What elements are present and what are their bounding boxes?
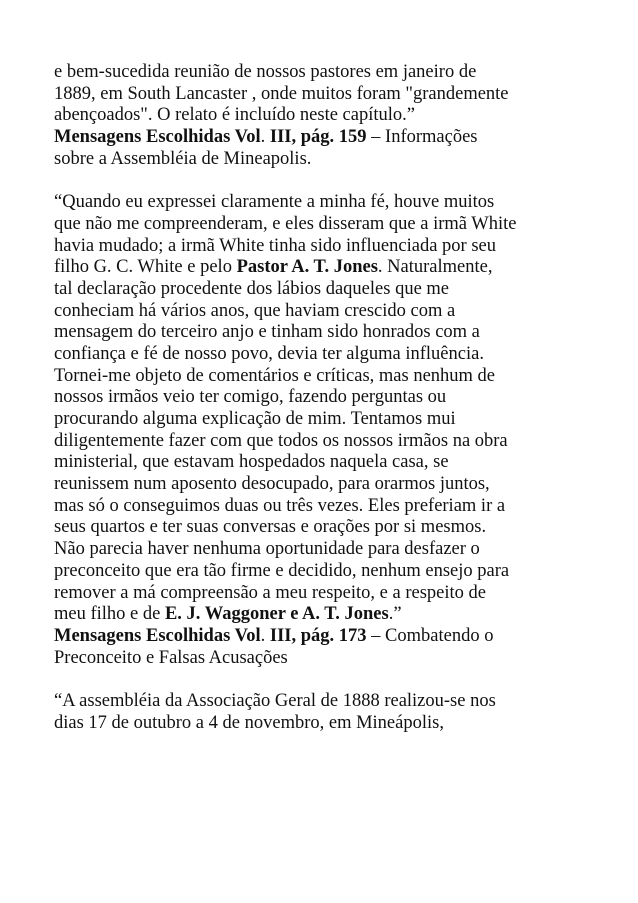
reference-desc: – Combatendo o	[366, 625, 494, 646]
text-line: preconceito que era tão firme e decidido, nenhum ensejo para	[54, 560, 510, 581]
text-line: “A assembléia da Associação Geral de 1888 realizou-se nos	[54, 690, 496, 711]
text-line: mas só o conseguimos duas ou três vezes. Eles preferiam ir a	[54, 495, 506, 516]
text-run: filho G. C. White e pelo	[54, 257, 237, 278]
name-bold: Pastor A. T. Jones	[236, 257, 378, 278]
text-line: nossos irmãos veio ter comigo, fazendo perguntas ou	[54, 387, 447, 408]
text-line: reunissem num aposento desocupado, para orarmos juntos,	[54, 474, 490, 495]
reference-line: Preconceito e Falsas Acusações	[54, 647, 288, 668]
text-line: havia mudado; a irmã White tinha sido influenciada por seu	[54, 235, 496, 256]
text-run: . Naturalmente,	[377, 257, 493, 278]
reference-dot: .	[260, 127, 266, 148]
text-line: confiança e fé de nosso povo, devia ter alguma influência.	[54, 343, 484, 364]
text-line	[54, 604, 614, 626]
reference-title: Mensagens Escolhidas Vol	[54, 127, 261, 148]
text-line: “Quando eu expressei claramente a minha fé, houve muitos	[54, 192, 495, 213]
text-line: e bem-sucedida reunião de nossos pastores em janeiro de	[54, 62, 477, 82]
reference-desc: – Informações	[366, 127, 478, 148]
text-line: Não parecia haver nenhuma oportunidade para desfazer o	[54, 539, 480, 560]
reference-page: III, pág. 173	[265, 625, 367, 646]
text-run: .”	[388, 604, 402, 625]
text-line: ministerial, que estavam hospedados naquela casa, se	[54, 452, 449, 473]
paragraph-gap	[54, 669, 614, 691]
text-line: 1889, em South Lancaster , onde muitos foram "grandemente	[54, 83, 509, 104]
text-line: diligentemente fazer com que todos os nossos irmãos na obra	[54, 430, 508, 451]
document-text	[54, 62, 614, 734]
text-line	[54, 257, 614, 279]
reference-line	[54, 626, 614, 648]
text-line: conheciam há vários anos, que haviam crescido com a	[54, 300, 456, 321]
text-line: abençoados". O relato é incluído neste capítulo.”	[54, 105, 415, 126]
text-line: procurando alguma explicação de mim. Tentamos mui	[54, 409, 456, 429]
paragraph-gap	[54, 170, 614, 192]
reference-title: Mensagens Escolhidas Vol	[54, 625, 261, 646]
text-line: dias 17 de outubro a 4 de novembro, em Mineápolis,	[54, 712, 444, 733]
text-line: que não me compreenderam, e eles disseram que a irmã White	[54, 213, 517, 234]
text-line: seus quartos e ter suas conversas e orações por si mesmos.	[54, 517, 487, 538]
reference-page: III, pág. 159	[265, 127, 367, 148]
text-line: tal declaração procedente dos lábios daqueles que me	[54, 278, 450, 299]
text-line: mensagem do terceiro anjo e tinham sido honrados com a	[54, 322, 480, 343]
reference-line	[54, 127, 614, 149]
text-line: remover a má compreensão a meu respeito, e a respeito de	[54, 582, 486, 603]
name-bold: E. J. Waggoner e A. T. Jones	[164, 604, 389, 625]
text-line: Tornei-me objeto de comentários e críticas, mas nenhum de	[54, 365, 496, 386]
text-run: meu filho e de	[54, 604, 165, 625]
reference-line: sobre a Assembléia de Mineapolis.	[54, 148, 312, 169]
reference-dot: .	[260, 625, 266, 646]
